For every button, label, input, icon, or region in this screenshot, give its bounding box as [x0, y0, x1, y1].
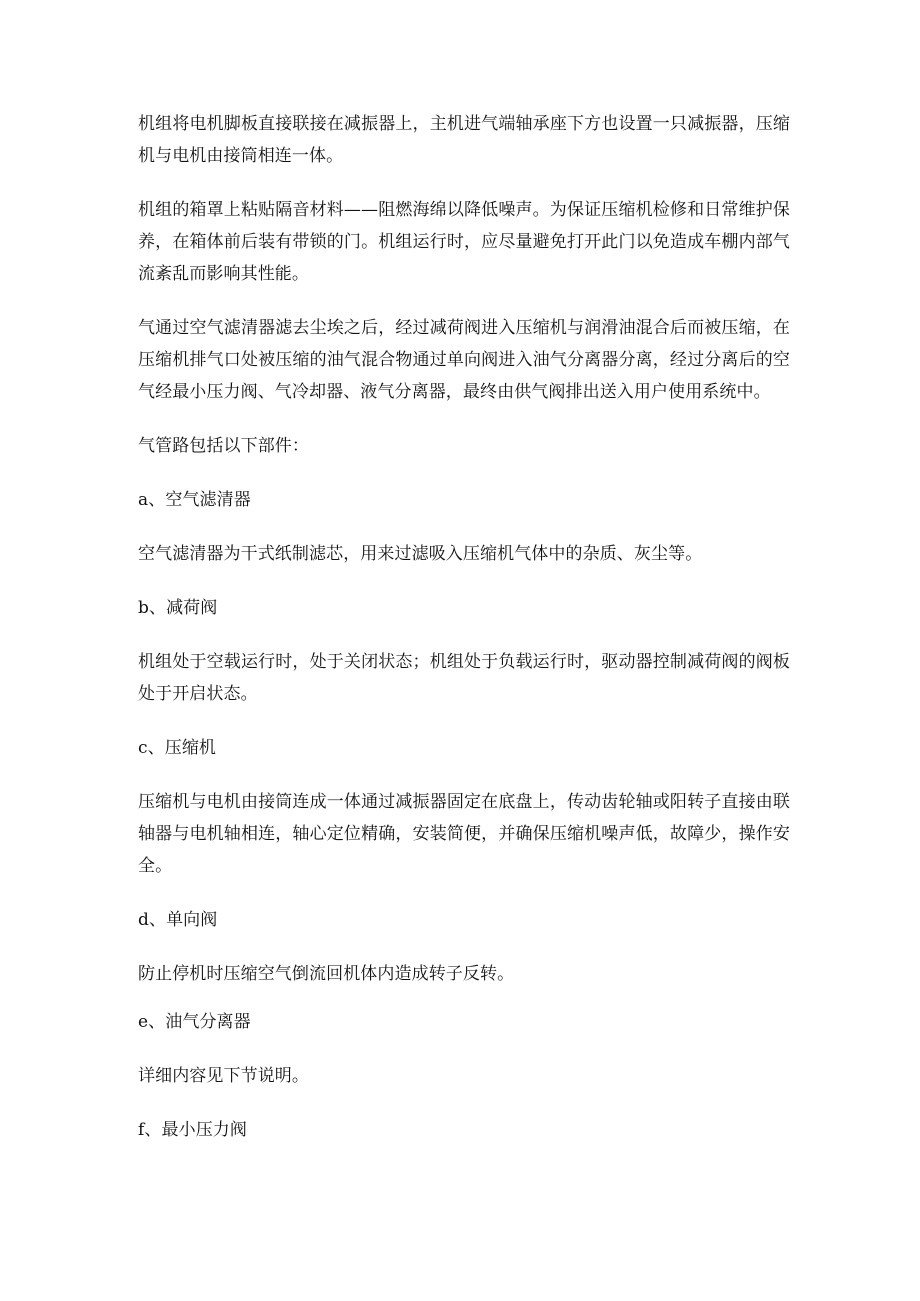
paragraph-oil-separator: 详细内容见下节说明。: [138, 1066, 309, 1086]
paragraph-air-flow: 气通过空气滤清器滤去尘埃之后，经过减荷阀进入压缩机与润滑油混合后而被压缩，在压缩机排气口处被压缩的油气混合物通过单向阀进入油气分离器分离，经过分离后的空气经最小压力阀、气冷却器、液气分离器，最终由供气阀排出送入用户使用系统中。: [138, 318, 790, 402]
paragraph-unloading-valve: 机组处于空载运行时，处于关闭状态；机组处于负载运行时，驱动器控制减荷阀的阀板处于开启状态。: [138, 652, 790, 704]
heading-minimum-pressure-valve: f、最小压力阀: [138, 1120, 247, 1140]
heading-oil-separator: e、油气分离器: [138, 1012, 251, 1032]
paragraph-compressor: 压缩机与电机由接筒连成一体通过减振器固定在底盘上，传动齿轮轴或阳转子直接由联轴器与电机轴相连，轴心定位精确，安装简便，并确保压缩机噪声低，故障少，操作安全。: [138, 792, 790, 876]
heading-air-filter: a、空气滤清器: [138, 490, 251, 510]
document-body: [138, 108, 790, 1146]
paragraph-air-filter: 空气滤清器为干式纸制滤芯，用来过滤吸入压缩机气体中的杂质、灰尘等。: [138, 544, 703, 564]
paragraph-mounting: 机组将电机脚板直接联接在减振器上，主机进气端轴承座下方也设置一只减振器，压缩机与电机由接筒相连一体。: [138, 114, 790, 166]
paragraph-check-valve: 防止停机时压缩空气倒流回机体内造成转子反转。: [138, 964, 515, 984]
heading-unloading-valve: b、减荷阀: [138, 598, 218, 618]
paragraph-enclosure: 机组的箱罩上粘贴隔音材料——阻燃海绵以降低噪声。为保证压缩机检修和日常维护保养，在箱体前后装有带锁的门。机组运行时，应尽量避免打开此门以免造成车棚内部气流紊乱而影响其性能。: [138, 200, 790, 284]
paragraph-air-pipeline-intro: 气管路包括以下部件：: [138, 436, 309, 456]
heading-compressor: c、压缩机: [138, 738, 217, 758]
heading-check-valve: d、单向阀: [138, 910, 218, 930]
